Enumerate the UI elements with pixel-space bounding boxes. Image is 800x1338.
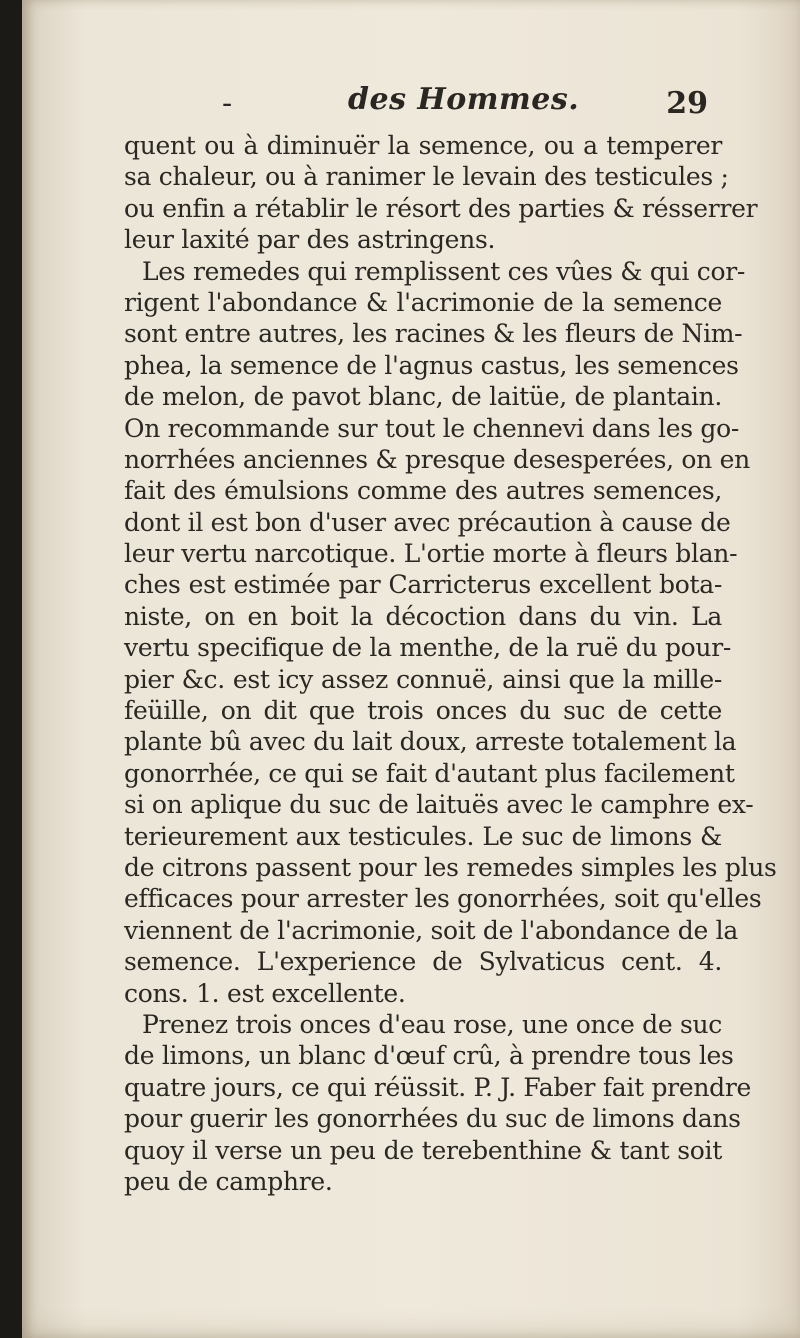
text-line: quent ou à diminuër la semence, ou a temperer [124, 131, 722, 160]
text-line: pier &c. est icy assez connuë, ainsi que la mille- [124, 664, 722, 694]
text-line: efficaces pour arrester les gonorrhées, soit qu'elles [124, 884, 762, 914]
text-line: quatre jours, ce qui réüssit. P. J. Faber fait prendre [124, 1072, 751, 1102]
text-line: cons. 1. est excellente. [124, 978, 406, 1008]
text-line: leur vertu narcotique. L'ortie morte à fleurs blan- [124, 539, 738, 569]
header-dash: - [222, 86, 233, 121]
text-line: de citrons passent pour les remedes simples les plus [124, 852, 777, 882]
text-line: rigent l'abondance & l'acrimonie de la semence [124, 287, 722, 317]
text-line: phea, la semence de l'agnus castus, les semences [124, 350, 739, 380]
text-line: gonorrhée, ce qui se fait d'autant plus facilement [124, 758, 735, 788]
book-page [22, 0, 800, 1338]
text-line: peu de camphre. [124, 1166, 333, 1196]
text-line: semence. L'experience de Sylvaticus cent. 4. [124, 947, 722, 977]
text-line: norrhées anciennes & presque desesperées, on en [124, 444, 750, 474]
text-line: viennent de l'acrimonie, soit de l'abondance de la [124, 915, 738, 945]
text-line: leur laxité par des astringens. [124, 225, 496, 255]
running-title: des Hommes. [348, 82, 580, 117]
text-line: ou enfin a rétablir le résort des parties & résserrer [124, 193, 758, 223]
running-head [198, 76, 708, 126]
text-line: sont entre autres, les racines & les fleurs de Nim- [124, 319, 743, 349]
text-line: Les remedes qui remplissent ces vûes & qui cor- [142, 256, 746, 286]
text-line: vertu specifique de la menthe, de la ruë du pour- [124, 633, 732, 663]
text-line: si on aplique du suc de laituës avec le camphre ex- [124, 790, 754, 820]
text-line: ches est estimée par Carricterus excellent bota- [124, 570, 722, 600]
text-line: pour guerir les gonorrhées du suc de limons dans [124, 1104, 741, 1134]
text-line: feüille, on dit que trois onces du suc de cette [124, 696, 722, 726]
text-line: quoy il verse un peu de terebenthine & tant soit [124, 1135, 722, 1165]
text-line: sa chaleur, ou à ranimer le levain des testicules ; [124, 162, 729, 192]
body-text [124, 130, 777, 1197]
text-line: niste, on en boit la décoction dans du vin. La [124, 601, 722, 631]
text-line: Prenez trois onces d'eau rose, une once de suc [142, 1009, 722, 1039]
text-line: terieurement aux testicules. Le suc de limons & [124, 821, 722, 851]
text-line: plante bû avec du lait doux, arreste totalement la [124, 727, 737, 757]
text-line: de limons, un blanc d'œuf crû, à prendre tous les [124, 1041, 734, 1071]
text-line: On recommande sur tout le chennevi dans les go- [124, 413, 739, 443]
text-line: dont il est bon d'user avec précaution à cause de [124, 507, 731, 537]
text-line: de melon, de pavot blanc, de laitüe, de plantain. [124, 382, 722, 412]
page-number: 29 [666, 86, 708, 121]
text-line: fait des émulsions comme des autres semences, [124, 476, 722, 506]
